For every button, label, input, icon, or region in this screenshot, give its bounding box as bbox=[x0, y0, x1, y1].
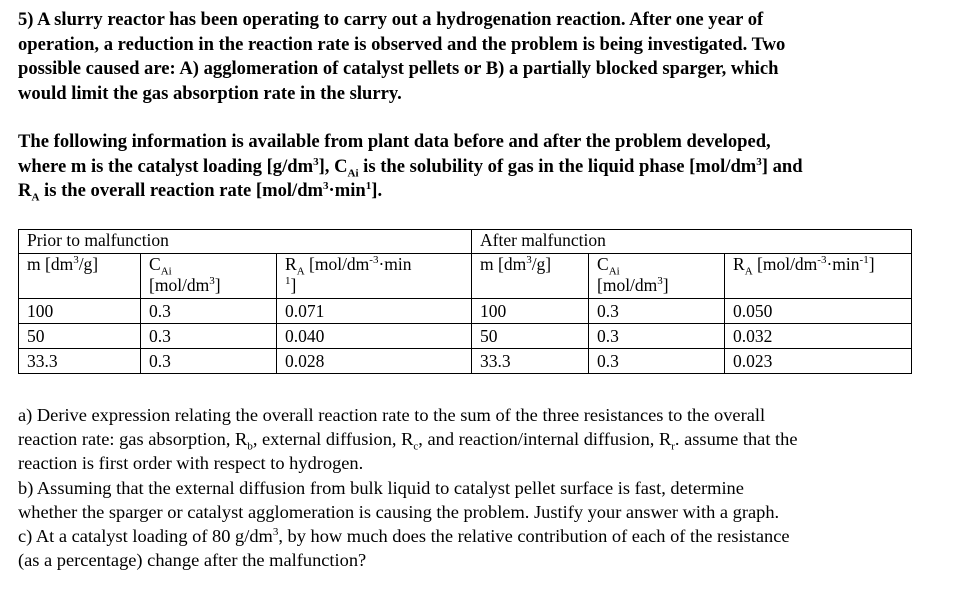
desc-line-2b: ], C bbox=[318, 155, 348, 177]
cell-r-prior: 0.071 bbox=[277, 299, 472, 324]
question-b-line-1: b) Assuming that the external diffusion from bulk liquid to catalyst pellet surface is fast, determine bbox=[18, 477, 744, 498]
superscript: -3 bbox=[369, 254, 379, 267]
header-text: ] bbox=[290, 275, 297, 295]
cell-m-after: 100 bbox=[472, 299, 589, 324]
superscript: 3 bbox=[313, 155, 319, 168]
desc-line-3d: ]. bbox=[371, 180, 383, 201]
questions-section bbox=[18, 403, 918, 572]
header-r-prior bbox=[277, 254, 472, 299]
question-a-text: . assume that the bbox=[674, 429, 798, 450]
table-row bbox=[19, 299, 912, 324]
table-group-header-row bbox=[19, 230, 912, 254]
problem-statement bbox=[18, 8, 918, 204]
cell-r-prior: 0.040 bbox=[277, 324, 472, 349]
subscript: Ai bbox=[160, 265, 172, 278]
header-text: m [dm bbox=[480, 254, 527, 274]
cell-c-prior: 0.3 bbox=[141, 324, 277, 349]
desc-line-2c: is the solubility of gas in the liquid phase [mol/dm bbox=[363, 155, 757, 177]
header-c-after bbox=[589, 254, 725, 299]
superscript: 3 bbox=[272, 525, 279, 538]
desc-line-1: The following information is available from plant data before and after the problem developed, bbox=[18, 131, 771, 152]
problem-intro-paragraph bbox=[18, 8, 918, 106]
cell-c-prior: 0.3 bbox=[141, 349, 277, 374]
cell-r-after: 0.032 bbox=[725, 324, 912, 349]
desc-line-3c: ·min bbox=[328, 180, 366, 201]
question-c-text: , by how much does the relative contribution of each of the resistance bbox=[278, 526, 790, 547]
question-b bbox=[18, 476, 918, 524]
question-a-text: , external diffusion, R bbox=[252, 429, 414, 450]
table-column-header-row bbox=[19, 254, 912, 299]
subscript: b bbox=[247, 440, 253, 453]
question-a-text: reaction rate: gas absorption, R bbox=[18, 429, 248, 450]
question-c bbox=[18, 524, 918, 572]
header-text: R bbox=[733, 254, 745, 274]
header-text: C bbox=[597, 254, 609, 274]
subscript: A bbox=[31, 191, 40, 204]
header-text: ] bbox=[214, 275, 221, 295]
question-a-line-1: a) Derive expression relating the overall reaction rate to the sum of the three resistances to the overall bbox=[18, 405, 766, 425]
question-a-text: , and reaction/internal diffusion, R bbox=[418, 429, 672, 450]
header-text: [mol/dm bbox=[149, 275, 210, 295]
desc-line-3b: is the overall reaction rate [mol/dm bbox=[39, 180, 324, 201]
subscript: Ai bbox=[608, 265, 620, 278]
cell-m-after: 50 bbox=[472, 324, 589, 349]
cell-c-prior: 0.3 bbox=[141, 299, 277, 324]
header-text: [mol/dm bbox=[752, 254, 818, 274]
subscript: r bbox=[671, 440, 675, 453]
superscript: 1 bbox=[285, 275, 291, 288]
intro-line-4: would limit the gas absorption rate in the slurry. bbox=[18, 82, 402, 104]
intro-line-3: possible caused are: A) agglomeration of catalyst pellets or B) a partially blocked sparger, which bbox=[18, 58, 779, 79]
header-text: m [dm bbox=[27, 254, 74, 274]
header-text: [mol/dm bbox=[304, 254, 370, 274]
header-text: ] bbox=[868, 254, 875, 274]
subscript: Ai bbox=[347, 167, 359, 180]
header-m-prior bbox=[19, 254, 141, 299]
superscript: 3 bbox=[756, 155, 762, 168]
desc-line-3a: R bbox=[18, 180, 32, 201]
subscript: A bbox=[296, 265, 305, 278]
cell-r-after: 0.023 bbox=[725, 349, 912, 374]
superscript: -3 bbox=[817, 254, 827, 267]
header-text: /g] bbox=[78, 254, 99, 274]
superscript: 3 bbox=[209, 275, 215, 288]
cell-r-after: 0.050 bbox=[725, 299, 912, 324]
header-text: C bbox=[149, 254, 161, 274]
cell-r-prior: 0.028 bbox=[277, 349, 472, 374]
header-c-prior bbox=[141, 254, 277, 299]
cell-m-prior: 100 bbox=[19, 299, 141, 324]
header-text: ·min bbox=[826, 254, 860, 274]
subscript: A bbox=[744, 265, 753, 278]
header-r-after bbox=[725, 254, 912, 299]
superscript: 1 bbox=[365, 179, 372, 192]
plant-data-table bbox=[18, 229, 912, 374]
question-a-line-3: reaction is first order with respect to hydrogen. bbox=[18, 453, 364, 474]
table-row bbox=[19, 324, 912, 349]
group-after-header: After malfunction bbox=[472, 230, 912, 254]
superscript: 3 bbox=[657, 275, 663, 288]
header-text: ] bbox=[662, 275, 669, 295]
cell-c-after: 0.3 bbox=[589, 299, 725, 324]
table-row bbox=[19, 349, 912, 374]
header-text: /g] bbox=[531, 254, 552, 274]
cell-m-after: 33.3 bbox=[472, 349, 589, 374]
superscript: -1 bbox=[859, 254, 869, 267]
data-description-paragraph bbox=[18, 130, 918, 204]
desc-line-2a: where m is the catalyst loading [g/dm bbox=[18, 155, 314, 177]
superscript: 3 bbox=[73, 254, 79, 267]
header-text: R bbox=[285, 254, 297, 274]
superscript: 3 bbox=[526, 254, 532, 267]
question-c-line-2: (as a percentage) change after the malfunction? bbox=[18, 550, 367, 571]
superscript: 3 bbox=[323, 179, 329, 192]
intro-line-1: 5) A slurry reactor has been operating to carry out a hydrogenation reaction. After one year of bbox=[18, 9, 764, 30]
cell-m-prior: 50 bbox=[19, 324, 141, 349]
question-a bbox=[18, 403, 918, 476]
header-text: ·min bbox=[378, 254, 412, 274]
header-text: [mol/dm bbox=[597, 275, 658, 295]
question-c-text: c) At a catalyst loading of 80 g/dm bbox=[18, 526, 273, 547]
question-b-line-2: whether the sparger or catalyst agglomeration is causing the problem. Justify your answer with a graph. bbox=[18, 501, 780, 522]
cell-m-prior: 33.3 bbox=[19, 349, 141, 374]
subscript: c bbox=[413, 440, 419, 453]
group-prior-header: Prior to malfunction bbox=[19, 230, 472, 254]
desc-line-2d: ] and bbox=[761, 155, 803, 177]
intro-line-2: operation, a reduction in the reaction rate is observed and the problem is being investigated. Two bbox=[18, 33, 786, 55]
header-m-after bbox=[472, 254, 589, 299]
cell-c-after: 0.3 bbox=[589, 324, 725, 349]
cell-c-after: 0.3 bbox=[589, 349, 725, 374]
